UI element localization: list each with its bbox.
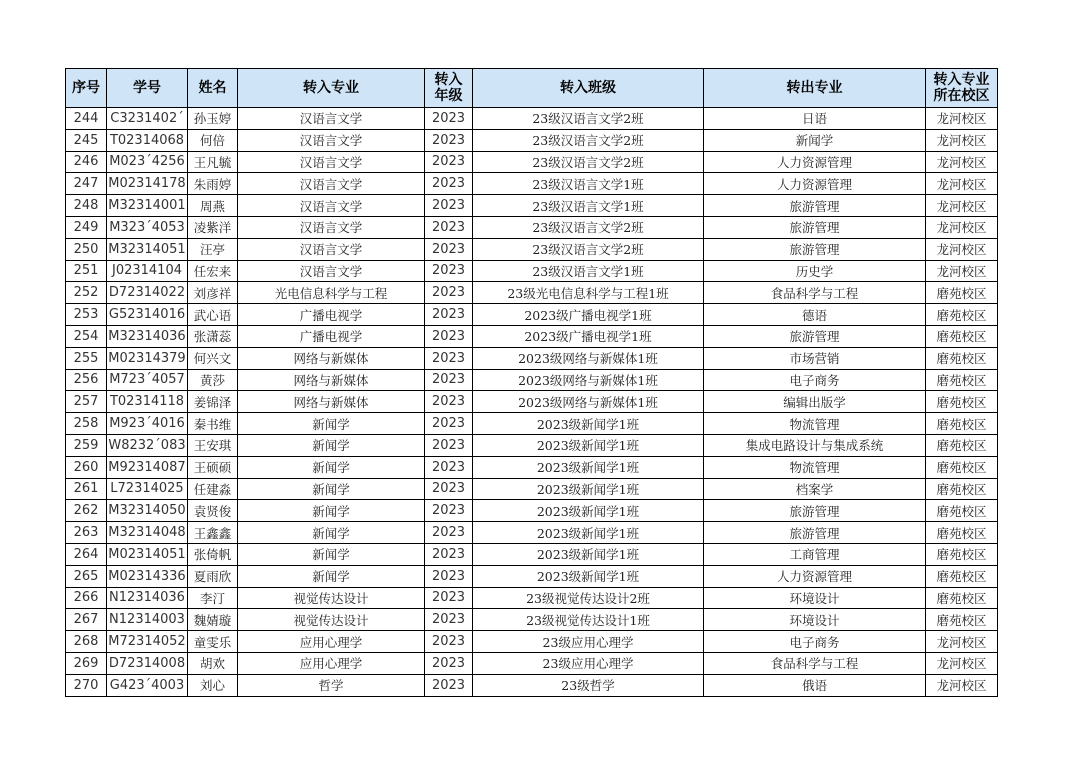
- cell-seq: 247: [66, 173, 107, 195]
- cell-grade: 2023: [425, 195, 473, 217]
- cell-from-major: 环境设计: [704, 609, 926, 631]
- cell-campus: 磨苑校区: [926, 522, 998, 544]
- cell-seq: 251: [66, 260, 107, 282]
- cell-name: 袁贤俊: [188, 500, 238, 522]
- cell-to-class: 2023级新闻学1班: [473, 434, 704, 456]
- cell-from-major: 旅游管理: [704, 216, 926, 238]
- cell-from-major: 食品科学与工程: [704, 652, 926, 674]
- cell-campus: 磨苑校区: [926, 369, 998, 391]
- cell-campus: 龙河校区: [926, 260, 998, 282]
- cell-from-major: 旅游管理: [704, 500, 926, 522]
- cell-seq: 252: [66, 282, 107, 304]
- cell-to-major: 广播电视学: [238, 304, 425, 326]
- cell-to-class: 2023级网络与新媒体1班: [473, 391, 704, 413]
- cell-to-class: 23级汉语言文学2班: [473, 238, 704, 260]
- cell-grade: 2023: [425, 652, 473, 674]
- cell-to-major: 新闻学: [238, 543, 425, 565]
- cell-grade: 2023: [425, 391, 473, 413]
- cell-name: 王硕硕: [188, 456, 238, 478]
- table-row: [66, 674, 998, 696]
- header-grade: [425, 69, 473, 108]
- table-row: [66, 652, 998, 674]
- cell-to-major: 汉语言文学: [238, 173, 425, 195]
- table-row: [66, 304, 998, 326]
- cell-to-class: 23级光电信息科学与工程1班: [473, 282, 704, 304]
- cell-to-major: 视觉传达设计: [238, 587, 425, 609]
- cell-to-class: 23级哲学: [473, 674, 704, 696]
- cell-to-major: 应用心理学: [238, 652, 425, 674]
- cell-to-major: 网络与新媒体: [238, 369, 425, 391]
- cell-grade: 2023: [425, 565, 473, 587]
- cell-student-id: J02314104: [107, 260, 188, 282]
- cell-campus: 龙河校区: [926, 151, 998, 173]
- table-row: [66, 543, 998, 565]
- cell-student-id: M723´4057: [107, 369, 188, 391]
- cell-from-major: 物流管理: [704, 456, 926, 478]
- table-body: [66, 108, 998, 697]
- cell-name: 汪亭: [188, 238, 238, 260]
- cell-to-major: 汉语言文学: [238, 260, 425, 282]
- cell-to-class: 2023级新闻学1班: [473, 500, 704, 522]
- table-row: [66, 587, 998, 609]
- cell-seq: 264: [66, 543, 107, 565]
- cell-from-major: 工商管理: [704, 543, 926, 565]
- cell-seq: 256: [66, 369, 107, 391]
- cell-grade: 2023: [425, 434, 473, 456]
- cell-grade: 2023: [425, 543, 473, 565]
- cell-from-major: 电子商务: [704, 369, 926, 391]
- cell-seq: 266: [66, 587, 107, 609]
- cell-grade: 2023: [425, 216, 473, 238]
- cell-from-major: 日语: [704, 108, 926, 130]
- header-to-class: 转入班级: [473, 69, 704, 108]
- cell-to-major: 新闻学: [238, 500, 425, 522]
- cell-from-major: 旅游管理: [704, 522, 926, 544]
- cell-name: 王凡毓: [188, 151, 238, 173]
- cell-campus: 磨苑校区: [926, 347, 998, 369]
- cell-seq: 262: [66, 500, 107, 522]
- cell-campus: 龙河校区: [926, 195, 998, 217]
- cell-campus: 磨苑校区: [926, 478, 998, 500]
- cell-name: 姜锦泽: [188, 391, 238, 413]
- table-row: [66, 500, 998, 522]
- cell-seq: 249: [66, 216, 107, 238]
- cell-student-id: M02314178: [107, 173, 188, 195]
- table-row: [66, 565, 998, 587]
- cell-grade: 2023: [425, 609, 473, 631]
- cell-to-major: 光电信息科学与工程: [238, 282, 425, 304]
- table-row: [66, 369, 998, 391]
- cell-seq: 257: [66, 391, 107, 413]
- cell-to-class: 23级视觉传达设计2班: [473, 587, 704, 609]
- cell-grade: 2023: [425, 413, 473, 435]
- cell-student-id: W8232´083: [107, 434, 188, 456]
- cell-name: 魏婧璇: [188, 609, 238, 631]
- cell-to-class: 2023级新闻学1班: [473, 522, 704, 544]
- cell-seq: 270: [66, 674, 107, 696]
- header-from-major: 转出专业: [704, 69, 926, 108]
- cell-student-id: M92314087: [107, 456, 188, 478]
- cell-from-major: 食品科学与工程: [704, 282, 926, 304]
- cell-name: 孙玉婷: [188, 108, 238, 130]
- cell-campus: 磨苑校区: [926, 565, 998, 587]
- cell-seq: 261: [66, 478, 107, 500]
- cell-to-major: 网络与新媒体: [238, 391, 425, 413]
- header-grade-line2: 年级: [434, 88, 463, 104]
- cell-to-class: 2023级新闻学1班: [473, 456, 704, 478]
- cell-from-major: 人力资源管理: [704, 565, 926, 587]
- cell-grade: 2023: [425, 522, 473, 544]
- cell-seq: 269: [66, 652, 107, 674]
- cell-name: 周燕: [188, 195, 238, 217]
- cell-campus: 龙河校区: [926, 238, 998, 260]
- table-row: [66, 391, 998, 413]
- cell-to-major: 新闻学: [238, 478, 425, 500]
- cell-seq: 263: [66, 522, 107, 544]
- table-row: [66, 456, 998, 478]
- cell-seq: 255: [66, 347, 107, 369]
- cell-seq: 246: [66, 151, 107, 173]
- table-row: [66, 347, 998, 369]
- cell-name: 张倚帆: [188, 543, 238, 565]
- cell-to-class: 23级汉语言文学2班: [473, 108, 704, 130]
- cell-from-major: 编辑出版学: [704, 391, 926, 413]
- cell-name: 王鑫鑫: [188, 522, 238, 544]
- transfer-table: [65, 68, 998, 697]
- header-grade-line1: 转入: [434, 72, 463, 88]
- cell-name: 朱雨婷: [188, 173, 238, 195]
- cell-name: 刘心: [188, 674, 238, 696]
- cell-from-major: 旅游管理: [704, 195, 926, 217]
- cell-name: 武心语: [188, 304, 238, 326]
- cell-name: 秦书维: [188, 413, 238, 435]
- cell-to-major: 应用心理学: [238, 631, 425, 653]
- cell-to-class: 23级汉语言文学2班: [473, 151, 704, 173]
- cell-to-major: 汉语言文学: [238, 108, 425, 130]
- cell-to-major: 广播电视学: [238, 325, 425, 347]
- cell-to-class: 23级汉语言文学1班: [473, 173, 704, 195]
- cell-student-id: T02314118: [107, 391, 188, 413]
- cell-name: 黄莎: [188, 369, 238, 391]
- cell-to-major: 汉语言文学: [238, 238, 425, 260]
- cell-seq: 267: [66, 609, 107, 631]
- cell-from-major: 电子商务: [704, 631, 926, 653]
- cell-campus: 磨苑校区: [926, 587, 998, 609]
- cell-campus: 龙河校区: [926, 129, 998, 151]
- cell-to-major: 汉语言文学: [238, 151, 425, 173]
- cell-grade: 2023: [425, 456, 473, 478]
- cell-student-id: M32314048: [107, 522, 188, 544]
- cell-grade: 2023: [425, 631, 473, 653]
- cell-student-id: M32314050: [107, 500, 188, 522]
- cell-to-class: 23级汉语言文学2班: [473, 129, 704, 151]
- cell-to-major: 新闻学: [238, 413, 425, 435]
- cell-name: 童雯乐: [188, 631, 238, 653]
- table-row: [66, 478, 998, 500]
- cell-grade: 2023: [425, 129, 473, 151]
- cell-student-id: M02314051: [107, 543, 188, 565]
- table-row: [66, 434, 998, 456]
- cell-student-id: G52314016: [107, 304, 188, 326]
- cell-to-class: 2023级新闻学1班: [473, 565, 704, 587]
- cell-to-class: 23级汉语言文学1班: [473, 195, 704, 217]
- cell-campus: 龙河校区: [926, 216, 998, 238]
- cell-campus: 磨苑校区: [926, 456, 998, 478]
- cell-student-id: G423´4003: [107, 674, 188, 696]
- cell-student-id: M72314052: [107, 631, 188, 653]
- cell-to-major: 汉语言文学: [238, 216, 425, 238]
- cell-to-class: 23级汉语言文学2班: [473, 216, 704, 238]
- cell-to-class: 23级视觉传达设计1班: [473, 609, 704, 631]
- cell-from-major: 俄语: [704, 674, 926, 696]
- cell-student-id: M923´4016: [107, 413, 188, 435]
- cell-from-major: 人力资源管理: [704, 173, 926, 195]
- cell-name: 李汀: [188, 587, 238, 609]
- cell-name: 王安琪: [188, 434, 238, 456]
- cell-seq: 265: [66, 565, 107, 587]
- cell-from-major: 历史学: [704, 260, 926, 282]
- cell-to-major: 视觉传达设计: [238, 609, 425, 631]
- cell-to-class: 2023级网络与新媒体1班: [473, 369, 704, 391]
- cell-to-class: 2023级新闻学1班: [473, 543, 704, 565]
- cell-from-major: 物流管理: [704, 413, 926, 435]
- table-row: [66, 238, 998, 260]
- header-name: 姓名: [188, 69, 238, 108]
- cell-grade: 2023: [425, 587, 473, 609]
- cell-grade: 2023: [425, 173, 473, 195]
- cell-seq: 245: [66, 129, 107, 151]
- cell-seq: 253: [66, 304, 107, 326]
- cell-to-major: 新闻学: [238, 456, 425, 478]
- cell-campus: 磨苑校区: [926, 304, 998, 326]
- cell-campus: 龙河校区: [926, 652, 998, 674]
- cell-to-major: 汉语言文学: [238, 129, 425, 151]
- cell-from-major: 集成电路设计与集成系统: [704, 434, 926, 456]
- cell-to-class: 2023级广播电视学1班: [473, 304, 704, 326]
- cell-seq: 244: [66, 108, 107, 130]
- table-row: [66, 260, 998, 282]
- cell-campus: 磨苑校区: [926, 609, 998, 631]
- cell-campus: 磨苑校区: [926, 543, 998, 565]
- cell-to-class: 2023级新闻学1班: [473, 413, 704, 435]
- cell-grade: 2023: [425, 282, 473, 304]
- cell-name: 张潇蕊: [188, 325, 238, 347]
- table-row: [66, 413, 998, 435]
- cell-student-id: N12314036: [107, 587, 188, 609]
- cell-seq: 254: [66, 325, 107, 347]
- cell-to-class: 23级汉语言文学1班: [473, 260, 704, 282]
- cell-campus: 龙河校区: [926, 631, 998, 653]
- cell-student-id: M32314036: [107, 325, 188, 347]
- cell-student-id: M32314001: [107, 195, 188, 217]
- cell-seq: 258: [66, 413, 107, 435]
- table-row: [66, 609, 998, 631]
- cell-to-class: 2023级网络与新媒体1班: [473, 347, 704, 369]
- cell-student-id: M02314379: [107, 347, 188, 369]
- cell-student-id: D72314008: [107, 652, 188, 674]
- cell-grade: 2023: [425, 478, 473, 500]
- cell-name: 任宏来: [188, 260, 238, 282]
- cell-name: 凌紫洋: [188, 216, 238, 238]
- cell-seq: 260: [66, 456, 107, 478]
- cell-to-class: 2023级新闻学1班: [473, 478, 704, 500]
- header-campus-line2: 所在校区: [933, 88, 990, 104]
- cell-campus: 龙河校区: [926, 173, 998, 195]
- header-campus: [926, 69, 998, 108]
- cell-seq: 268: [66, 631, 107, 653]
- cell-grade: 2023: [425, 260, 473, 282]
- cell-name: 胡欢: [188, 652, 238, 674]
- header-campus-line1: 转入专业: [933, 72, 990, 88]
- table-row: [66, 173, 998, 195]
- cell-student-id: M023´4256: [107, 151, 188, 173]
- cell-to-class: 23级应用心理学: [473, 631, 704, 653]
- cell-student-id: C3231402´: [107, 108, 188, 130]
- cell-campus: 磨苑校区: [926, 391, 998, 413]
- cell-student-id: D72314022: [107, 282, 188, 304]
- cell-campus: 磨苑校区: [926, 413, 998, 435]
- table-row: [66, 631, 998, 653]
- header-to-major: 转入专业: [238, 69, 425, 108]
- cell-to-major: 哲学: [238, 674, 425, 696]
- cell-to-class: 23级应用心理学: [473, 652, 704, 674]
- table-row: [66, 195, 998, 217]
- cell-from-major: 市场营销: [704, 347, 926, 369]
- table-row: [66, 108, 998, 130]
- cell-from-major: 新闻学: [704, 129, 926, 151]
- cell-student-id: M32314051: [107, 238, 188, 260]
- cell-campus: 龙河校区: [926, 674, 998, 696]
- cell-student-id: L72314025: [107, 478, 188, 500]
- cell-name: 何倍: [188, 129, 238, 151]
- cell-campus: 磨苑校区: [926, 325, 998, 347]
- cell-campus: 磨苑校区: [926, 434, 998, 456]
- cell-to-major: 新闻学: [238, 434, 425, 456]
- cell-student-id: M02314336: [107, 565, 188, 587]
- cell-name: 何兴文: [188, 347, 238, 369]
- table-row: [66, 151, 998, 173]
- cell-from-major: 环境设计: [704, 587, 926, 609]
- cell-seq: 248: [66, 195, 107, 217]
- table-row: [66, 216, 998, 238]
- cell-to-major: 新闻学: [238, 522, 425, 544]
- cell-campus: 龙河校区: [926, 108, 998, 130]
- cell-grade: 2023: [425, 325, 473, 347]
- cell-grade: 2023: [425, 151, 473, 173]
- cell-grade: 2023: [425, 238, 473, 260]
- cell-to-class: 2023级广播电视学1班: [473, 325, 704, 347]
- cell-grade: 2023: [425, 674, 473, 696]
- cell-seq: 259: [66, 434, 107, 456]
- cell-campus: 磨苑校区: [926, 500, 998, 522]
- cell-name: 夏雨欣: [188, 565, 238, 587]
- cell-student-id: T02314068: [107, 129, 188, 151]
- cell-student-id: M323´4053: [107, 216, 188, 238]
- cell-from-major: 档案学: [704, 478, 926, 500]
- header-student-id: 学号: [107, 69, 188, 108]
- cell-student-id: N12314003: [107, 609, 188, 631]
- cell-from-major: 旅游管理: [704, 325, 926, 347]
- cell-seq: 250: [66, 238, 107, 260]
- table-row: [66, 325, 998, 347]
- cell-to-major: 汉语言文学: [238, 195, 425, 217]
- cell-from-major: 人力资源管理: [704, 151, 926, 173]
- cell-name: 任建淼: [188, 478, 238, 500]
- cell-campus: 磨苑校区: [926, 282, 998, 304]
- cell-name: 刘彦祥: [188, 282, 238, 304]
- table-row: [66, 282, 998, 304]
- cell-to-major: 网络与新媒体: [238, 347, 425, 369]
- cell-grade: 2023: [425, 369, 473, 391]
- table-header: [66, 69, 998, 108]
- cell-grade: 2023: [425, 108, 473, 130]
- cell-from-major: 旅游管理: [704, 238, 926, 260]
- cell-grade: 2023: [425, 500, 473, 522]
- cell-from-major: 德语: [704, 304, 926, 326]
- cell-grade: 2023: [425, 347, 473, 369]
- table-row: [66, 129, 998, 151]
- table-row: [66, 522, 998, 544]
- cell-grade: 2023: [425, 304, 473, 326]
- cell-to-major: 新闻学: [238, 565, 425, 587]
- header-seq: 序号: [66, 69, 107, 108]
